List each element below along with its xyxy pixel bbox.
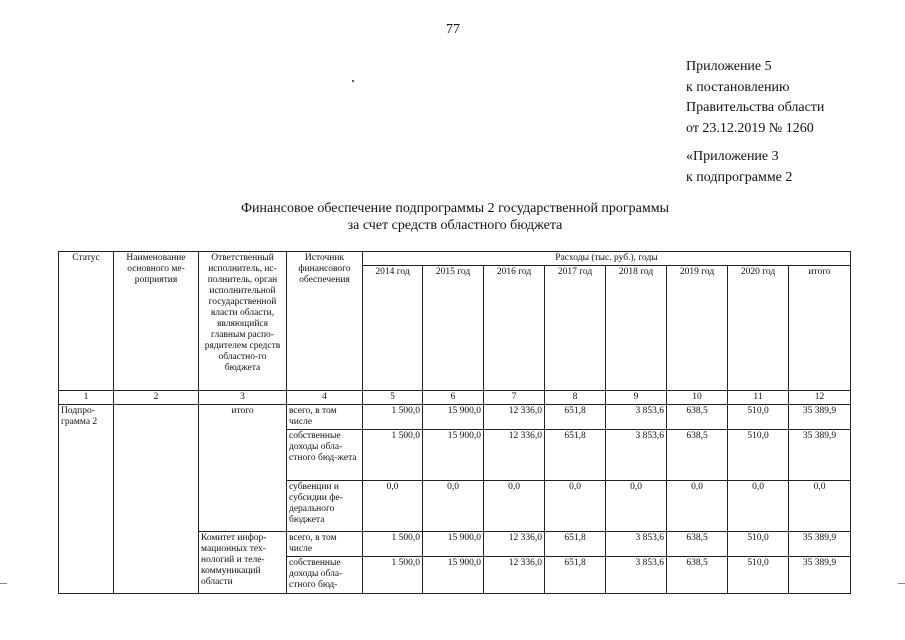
col-number: 9 xyxy=(606,391,667,405)
header-year: 2016 год xyxy=(484,266,545,391)
value-cell: 651,8 xyxy=(545,532,606,557)
value-cell: 12 336,0 xyxy=(484,405,545,430)
column-numbers-row xyxy=(59,391,851,405)
col-number: 12 xyxy=(789,391,851,405)
col-number: 7 xyxy=(484,391,545,405)
col-number: 4 xyxy=(287,391,363,405)
header-year: 2020 год xyxy=(728,266,789,391)
source-cell: собственные доходы обла-стного бюд-жета xyxy=(287,430,363,481)
responsible-cell: Комитет инфор-мационных тех-нологий и теле-коммуникаций области xyxy=(199,532,287,594)
col-number: 5 xyxy=(363,391,423,405)
value-cell: 510,0 xyxy=(728,557,789,594)
total-cell: 0,0 xyxy=(789,481,851,532)
header-name: Наименование основного ме-роприятия xyxy=(114,252,199,391)
header-source: Источник финансового обеспечения xyxy=(287,252,363,391)
value-cell: 651,8 xyxy=(545,430,606,481)
value-cell: 510,0 xyxy=(728,405,789,430)
source-cell: всего, в том числе xyxy=(287,532,363,557)
value-cell: 651,8 xyxy=(545,557,606,594)
value-cell: 3 853,6 xyxy=(606,557,667,594)
value-cell: 0,0 xyxy=(363,481,423,532)
scan-speck xyxy=(352,80,354,82)
finance-table xyxy=(58,251,851,594)
appendix-line: Приложение 5 xyxy=(686,59,772,74)
value-cell: 15 900,0 xyxy=(423,532,484,557)
header-responsible: Ответственный исполнитель, ис-полнитель, орган исполнительной государственной власти области, являющийся главным распо-рядителем средств областно-го бюджета xyxy=(199,252,287,391)
value-cell: 15 900,0 xyxy=(423,405,484,430)
source-cell: собственные доходы обла-стного бюд- xyxy=(287,557,363,594)
col-number: 6 xyxy=(423,391,484,405)
value-cell: 1 500,0 xyxy=(363,405,423,430)
header-total: итого xyxy=(789,266,851,391)
page-number: 77 xyxy=(446,22,460,37)
appendix-line: от 23.12.2019 № 1260 xyxy=(686,120,814,136)
scan-edge-mark xyxy=(898,583,905,584)
value-cell: 638,5 xyxy=(667,557,728,594)
source-cell: субвенции и субсидии фе-дерального бюджета xyxy=(287,481,363,532)
appendix2-block xyxy=(686,147,792,188)
source-cell: всего, в том числе xyxy=(287,405,363,430)
value-cell: 638,5 xyxy=(667,405,728,430)
value-cell: 12 336,0 xyxy=(484,557,545,594)
col-number: 10 xyxy=(667,391,728,405)
value-cell: 1 500,0 xyxy=(363,430,423,481)
col-number: 3 xyxy=(199,391,287,405)
value-cell: 12 336,0 xyxy=(484,430,545,481)
value-cell: 12 336,0 xyxy=(484,532,545,557)
value-cell: 0,0 xyxy=(423,481,484,532)
appendix2-line: «Приложение 3 xyxy=(686,149,779,164)
scan-edge-mark xyxy=(0,583,7,584)
value-cell: 0,0 xyxy=(667,481,728,532)
header-year: 2014 год xyxy=(363,266,423,391)
document-title xyxy=(0,200,905,234)
value-cell: 651,8 xyxy=(545,405,606,430)
measure-name-cell xyxy=(114,405,199,594)
value-cell: 0,0 xyxy=(545,481,606,532)
col-number: 8 xyxy=(545,391,606,405)
value-cell: 0,0 xyxy=(606,481,667,532)
value-cell: 0,0 xyxy=(484,481,545,532)
appendix-block xyxy=(686,57,824,139)
value-cell: 15 900,0 xyxy=(423,430,484,481)
value-cell: 15 900,0 xyxy=(423,557,484,594)
col-number: 2 xyxy=(114,391,199,405)
value-cell: 1 500,0 xyxy=(363,557,423,594)
header-year: 2019 год xyxy=(667,266,728,391)
value-cell: 0,0 xyxy=(728,481,789,532)
col-number: 11 xyxy=(728,391,789,405)
value-cell: 3 853,6 xyxy=(606,532,667,557)
value-cell: 638,5 xyxy=(667,430,728,481)
col-number: 1 xyxy=(59,391,114,405)
appendix-line: Правительства области xyxy=(686,100,825,115)
value-cell: 1 500,0 xyxy=(363,532,423,557)
title-line: за счет средств областного бюджета xyxy=(347,218,563,233)
value-cell: 510,0 xyxy=(728,430,789,481)
total-cell: 35 389,9 xyxy=(789,557,851,594)
header-year: 2018 год xyxy=(606,266,667,391)
header-expenses: Расходы (тыс. руб.), годы xyxy=(363,252,851,266)
appendix2-line: к подпрограмме 2 xyxy=(686,169,793,185)
header-year: 2015 год xyxy=(423,266,484,391)
title-line: Финансовое обеспечение подпрограммы 2 государственной программы xyxy=(240,201,670,216)
responsible-cell: итого xyxy=(199,405,287,532)
total-cell: 35 389,9 xyxy=(789,405,851,430)
appendix-line: к постановлению xyxy=(686,79,790,95)
status-cell: Подпро-грамма 2 xyxy=(59,405,114,594)
value-cell: 3 853,6 xyxy=(606,430,667,481)
total-cell: 35 389,9 xyxy=(789,430,851,481)
value-cell: 510,0 xyxy=(728,532,789,557)
value-cell: 3 853,6 xyxy=(606,405,667,430)
total-cell: 35 389,9 xyxy=(789,532,851,557)
header-status: Статус xyxy=(59,252,114,391)
header-year: 2017 год xyxy=(545,266,606,391)
table-row xyxy=(59,405,851,430)
value-cell: 638,5 xyxy=(667,532,728,557)
